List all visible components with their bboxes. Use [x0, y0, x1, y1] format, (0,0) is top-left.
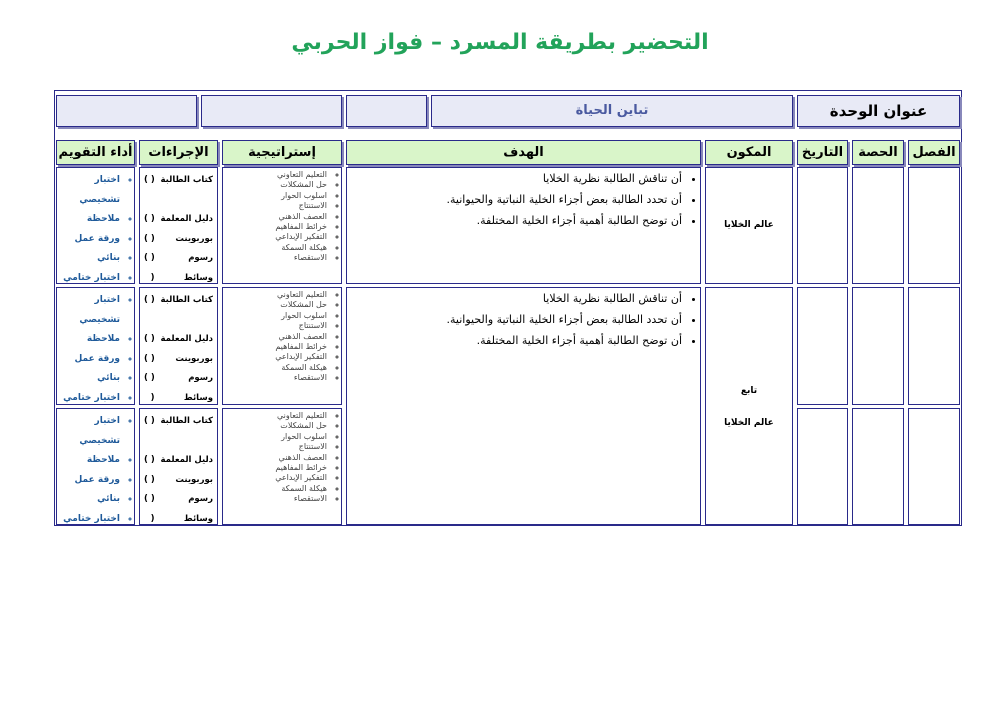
procedure-item — [144, 291, 213, 311]
evaluation-item: ◦ ورقة عمل — [57, 350, 120, 370]
row1-period-cell — [852, 167, 904, 284]
procedure-label: رسوم — [188, 494, 213, 504]
procedure-label: كتاب الطالبة — [160, 295, 213, 305]
goal-item: • أن تناقش الطالبة نظرية الخلايا — [347, 292, 682, 305]
row1-strategy-cell — [222, 167, 342, 284]
procedure-checkbox[interactable]: ( ) — [144, 353, 155, 364]
strategy-item: ◦ خرائط المفاهيم — [223, 222, 327, 232]
evaluation-item: ◦ ورقة عمل — [57, 230, 120, 250]
row2-period-cell — [852, 287, 904, 405]
strategy-item: ◦ التعليم التعاوني — [223, 170, 327, 180]
page-title: التحضير بطريقة المسرد – فواز الحربي — [291, 30, 709, 55]
row1-evaluation-cell — [56, 167, 135, 284]
procedure-label: بوربوينت — [175, 474, 213, 485]
procedure-item — [144, 350, 213, 370]
evaluation-item: ◦ ملاحظة — [57, 210, 120, 230]
procedure-checkbox[interactable]: ( ) — [144, 416, 155, 426]
header-date: التاريخ — [797, 140, 848, 165]
procedure-item — [144, 269, 213, 285]
unit-value: تباين الحياة — [575, 103, 649, 118]
row3-class-cell — [908, 408, 960, 525]
row2-class-cell — [908, 287, 960, 405]
evaluation-item: ◦ ملاحظة — [57, 451, 120, 471]
strategy-item: ◦ هيكلة السمكة — [223, 484, 327, 494]
procedure-label: دليل المعلمة — [160, 455, 213, 465]
evaluation-item: ◦ ملاحظة — [57, 330, 120, 350]
unit-label-box — [797, 95, 960, 127]
row1-component-cell — [705, 167, 793, 284]
strategy-item: ◦ العصف الذهني — [223, 212, 327, 222]
strategy-item: ◦ هيكلة السمكة — [223, 243, 327, 253]
evaluation-item: ◦ بنائي — [57, 249, 120, 269]
row2-procedures — [140, 288, 217, 404]
strategy-item: ◦ خرائط المفاهيم — [223, 342, 327, 352]
procedure-label: وسائط — [183, 272, 213, 283]
row2-component-cell — [705, 287, 793, 525]
header-strategy: إستراتيجية — [222, 140, 342, 165]
procedure-checkbox[interactable]: ( ) — [144, 175, 155, 185]
goal-item: • أن توضح الطالبة أهمية أجزاء الخلية المختلفة. — [347, 334, 682, 347]
procedure-item — [144, 210, 213, 230]
strategy-item: ◦ الاستنتاج — [223, 442, 327, 452]
row2-component-line1: تابع — [740, 386, 758, 396]
procedure-label: بوربوينت — [175, 353, 213, 364]
unit-value-box — [431, 95, 793, 127]
header-goal: الهدف — [346, 140, 701, 165]
header-class: الفصل — [908, 140, 960, 165]
strategy-item: ◦ الاستقصاء — [223, 494, 327, 504]
procedure-item — [144, 451, 213, 471]
procedure-item — [144, 249, 213, 269]
strategy-item: ◦ التعليم التعاوني — [223, 290, 327, 300]
procedure-item — [144, 490, 213, 510]
procedure-checkbox[interactable]: ( ) — [144, 494, 155, 504]
procedure-item — [144, 510, 213, 526]
blank-box-3 — [56, 95, 197, 127]
strategy-item: ◦ اسلوب الحوار — [223, 432, 327, 442]
row2-evaluation-cell — [56, 287, 135, 405]
evaluation-item: ◦ اختبار ختامي — [57, 389, 120, 406]
row3-evaluations — [57, 409, 134, 525]
procedure-item — [144, 171, 213, 191]
header-period: الحصة — [852, 140, 904, 165]
blank-box-2 — [201, 95, 342, 127]
evaluation-item: ◦ ورقة عمل — [57, 471, 120, 491]
goal-item: • أن تحدد الطالبة بعض أجزاء الخلية النباتية والحيوانية. — [347, 313, 682, 326]
row3-evaluation-cell — [56, 408, 135, 525]
procedure-label: بوربوينت — [175, 233, 213, 244]
row1-goal-cell — [346, 167, 701, 284]
strategy-item: ◦ اسلوب الحوار — [223, 311, 327, 321]
strategy-item: ◦ التفكير الإبداعي — [223, 473, 327, 483]
row3-date-cell — [797, 408, 848, 525]
procedure-item — [144, 412, 213, 432]
row2-strategies — [223, 288, 341, 384]
procedure-checkbox[interactable]: ( — [150, 272, 155, 283]
procedure-label: وسائط — [183, 392, 213, 403]
row1-goals — [347, 168, 700, 227]
procedure-checkbox[interactable]: ( ) — [144, 373, 155, 383]
strategy-item: ◦ الاستقصاء — [223, 253, 327, 263]
strategy-item: ◦ حل المشكلات — [223, 421, 327, 431]
procedure-checkbox[interactable]: ( ) — [144, 295, 155, 305]
procedure-item — [144, 369, 213, 389]
row2-strategy-cell — [222, 287, 342, 405]
procedure-item — [144, 230, 213, 250]
evaluation-item: ◦ اختبار تشخيصي — [57, 291, 120, 330]
header-procedures: الإجراءات — [139, 140, 218, 165]
procedure-spacer — [144, 432, 213, 452]
strategy-item: ◦ العصف الذهني — [223, 332, 327, 342]
header-component: المكون — [705, 140, 793, 165]
strategy-item: ◦ الاستنتاج — [223, 201, 327, 211]
evaluation-item: ◦ بنائي — [57, 490, 120, 510]
row2-procedures-cell — [139, 287, 218, 405]
evaluation-item: ◦ اختبار تشخيصي — [57, 412, 120, 451]
row2-goal-cell — [346, 287, 701, 525]
strategy-item: ◦ الاستنتاج — [223, 321, 327, 331]
procedure-item — [144, 389, 213, 406]
strategy-item: ◦ التفكير الإبداعي — [223, 232, 327, 242]
row3-procedures-cell — [139, 408, 218, 525]
row3-procedures — [140, 409, 217, 524]
evaluation-item: ◦ اختبار ختامي — [57, 510, 120, 526]
row1-procedures — [140, 168, 217, 283]
procedure-label: وسائط — [183, 513, 213, 524]
row1-evaluations — [57, 168, 134, 284]
procedure-label: رسوم — [188, 373, 213, 383]
procedure-label: دليل المعلمة — [160, 214, 213, 224]
unit-label: عنوان الوحدة — [829, 102, 928, 120]
row1-component: عالم الخلايا — [724, 220, 774, 230]
row2-goals — [347, 288, 700, 347]
procedure-label: كتاب الطالبة — [160, 175, 213, 185]
row3-strategies — [223, 409, 341, 505]
procedure-spacer — [144, 191, 213, 211]
strategy-item: ◦ هيكلة السمكة — [223, 363, 327, 373]
strategy-item: ◦ العصف الذهني — [223, 453, 327, 463]
row3-strategy-cell — [222, 408, 342, 525]
procedure-spacer — [144, 311, 213, 331]
evaluation-item: ◦ بنائي — [57, 369, 120, 389]
row3-period-cell — [852, 408, 904, 525]
goal-item: • أن توضح الطالبة أهمية أجزاء الخلية المختلفة. — [347, 214, 682, 227]
strategy-item: ◦ الاستقصاء — [223, 373, 327, 383]
row1-procedures-cell — [139, 167, 218, 284]
procedure-checkbox[interactable]: ( ) — [144, 334, 155, 344]
procedure-item — [144, 330, 213, 350]
procedure-label: رسوم — [188, 253, 213, 263]
procedure-checkbox[interactable]: ( ) — [144, 253, 155, 263]
procedure-label: دليل المعلمة — [160, 334, 213, 344]
evaluation-item: ◦ اختبار ختامي — [57, 269, 120, 285]
procedure-checkbox[interactable]: ( — [150, 392, 155, 403]
goal-item: • أن تحدد الطالبة بعض أجزاء الخلية النباتية والحيوانية. — [347, 193, 682, 206]
strategy-item: ◦ التعليم التعاوني — [223, 411, 327, 421]
strategy-item: ◦ خرائط المفاهيم — [223, 463, 327, 473]
row1-strategies — [223, 168, 341, 264]
procedure-label: كتاب الطالبة — [160, 416, 213, 426]
strategy-item: ◦ حل المشكلات — [223, 300, 327, 310]
header-evaluation: أداء التقويم — [56, 140, 135, 165]
row2-evaluations — [57, 288, 134, 405]
row1-date-cell — [797, 167, 848, 284]
blank-box-1 — [346, 95, 427, 127]
strategy-item: ◦ حل المشكلات — [223, 180, 327, 190]
strategy-item: ◦ التفكير الإبداعي — [223, 352, 327, 362]
row2-date-cell — [797, 287, 848, 405]
procedure-checkbox[interactable]: ( — [150, 513, 155, 524]
procedure-checkbox[interactable]: ( ) — [144, 233, 155, 244]
procedure-checkbox[interactable]: ( ) — [144, 455, 155, 465]
evaluation-item: ◦ اختبار تشخيصي — [57, 171, 120, 210]
procedure-item — [144, 471, 213, 491]
strategy-item: ◦ اسلوب الحوار — [223, 191, 327, 201]
goal-item: • أن تناقش الطالبة نظرية الخلايا — [347, 172, 682, 185]
procedure-checkbox[interactable]: ( ) — [144, 214, 155, 224]
row1-class-cell — [908, 167, 960, 284]
procedure-checkbox[interactable]: ( ) — [144, 474, 155, 485]
row2-component-line2: عالم الخلايا — [724, 418, 774, 428]
